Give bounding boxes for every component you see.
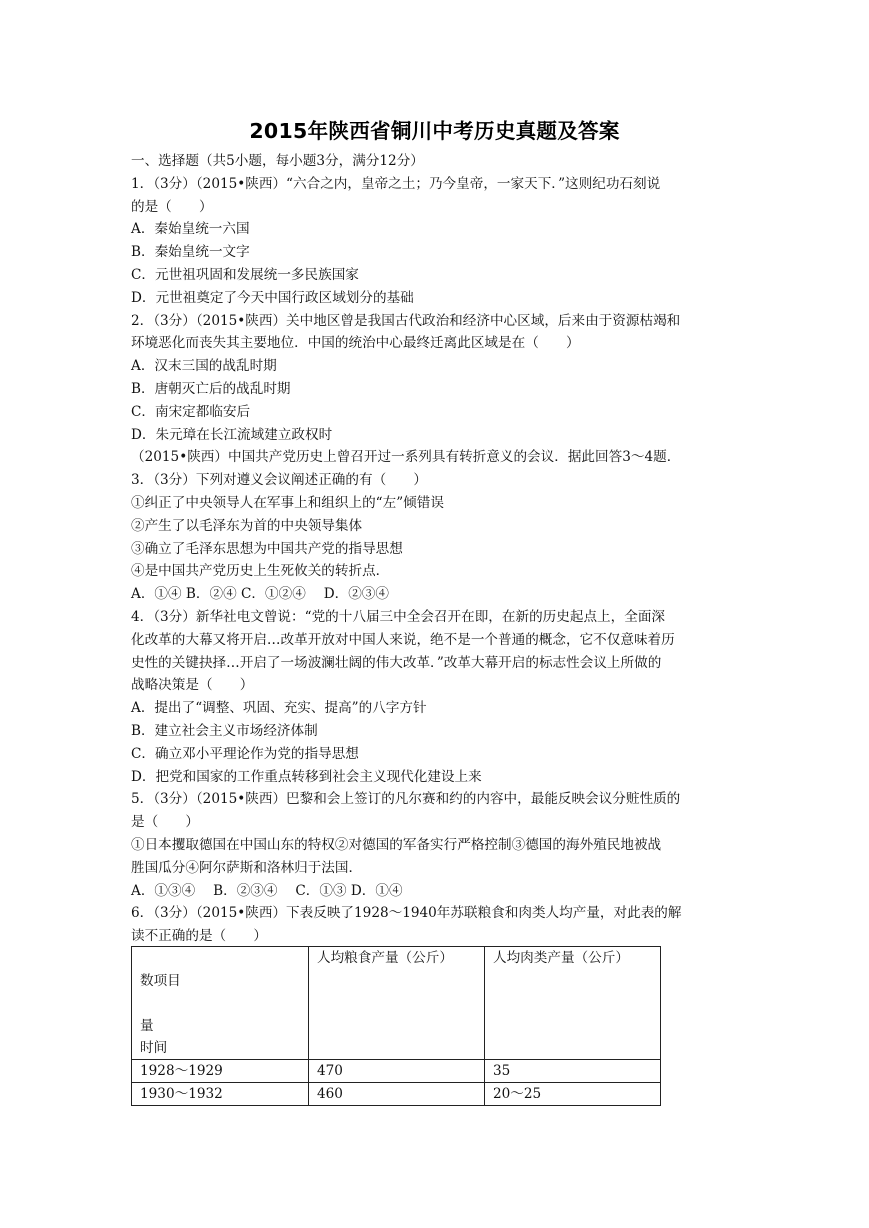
statement-line: 胜国瓜分④阿尔萨斯和洛林归于法国．	[131, 859, 363, 876]
diagonal-header-cell	[132, 947, 309, 1060]
header-label: 量	[140, 1018, 154, 1034]
statement-line: ①日本攫取德国在中国山东的特权②对德国的军备实行严格控制③德国的海外殖民地被战	[131, 836, 662, 853]
option-line: D．元世祖奠定了今天中国行政区域划分的基础	[131, 289, 414, 306]
option-line: D．朱元璋在长江流域建立政权时	[131, 426, 333, 443]
header-label: 时间	[140, 1040, 168, 1056]
option-line: C．南宋定都临安后	[131, 403, 251, 420]
column-header-meat	[485, 947, 661, 1060]
text-line: 6．（3分）（2015•陕西）下表反映了1928～1940年苏联粮食和肉类人均产量，对此表的解	[131, 905, 682, 922]
meat-cell: 20～25	[485, 1083, 661, 1106]
text-line: 1．（3分）（2015•陕西）“六合之内，皇帝之土；乃今皇帝，一家天下．”这则纪功石刻说	[131, 175, 661, 192]
option-line: C．确立邓小平理论作为党的指导思想	[131, 745, 359, 762]
option-line: C．元世祖巩固和发展统一多民族国家	[131, 266, 359, 283]
column-header-label: 人均肉类产量（公斤）	[493, 950, 629, 966]
text-line: 3．（3分）下列对遵义会议阐述正确的有（ ）	[131, 472, 427, 489]
option-line: A．提出了“调整、巩固、充实、提高”的八字方针	[131, 700, 427, 717]
text-line: 环境恶化而丧失其主要地位．中国的统治中心最终迁离此区域是在（ ）	[131, 335, 580, 352]
period-cell: 1930～1932	[132, 1083, 309, 1106]
statement-line: ③确立了毛泽东思想为中国共产党的指导思想	[131, 540, 403, 557]
option-line: B．秦始皇统一文字	[131, 244, 250, 261]
option-line: A．①④ B．②④ C．①②④ D．②③④	[131, 586, 389, 603]
header-label: 数项目	[140, 973, 181, 989]
option-line: D．把党和国家的工作重点转移到社会主义现代化建设上来	[131, 768, 482, 785]
meat-cell: 35	[485, 1060, 661, 1083]
column-header-grain	[309, 947, 485, 1060]
statement-line: ①纠正了中央领导人在军事上和组织上的“左”倾错误	[131, 494, 444, 511]
text-line: 5．（3分）（2015•陕西）巴黎和会上签订的凡尔赛和约的内容中，最能反映会议分赃性质的	[131, 791, 681, 808]
text-line: 史性的关键抉择…开启了一场波澜壮阔的伟大改革．”改革大幕开启的标志性会议上所做的	[131, 654, 662, 671]
option-line: A．汉末三国的战乱时期	[131, 358, 277, 375]
question-body	[131, 150, 743, 948]
option-line: A．秦始皇统一六国	[131, 221, 250, 238]
text-line: 化改革的大幕又将开启…改革开放对中国人来说，绝不是一个普通的概念，它不仅意味着历	[131, 631, 675, 648]
section-heading: 一、选择题（共5小题，每小题3分，满分12分）	[131, 153, 424, 169]
option-line: B．唐朝灭亡后的战乱时期	[131, 380, 291, 397]
page-title: 2015年陕西省铜川中考历史真题及答案	[249, 119, 620, 143]
option-line: B．建立社会主义市场经济体制	[131, 722, 318, 739]
statement-line: ④是中国共产党历史上生死攸关的转折点．	[131, 563, 390, 580]
text-line: 战略决策是（ ）	[131, 677, 254, 694]
column-header-label: 人均粮食产量（公斤）	[317, 950, 453, 966]
table-row	[132, 1060, 661, 1083]
statement-line: ②产生了以毛泽东为首的中央领导集体	[131, 517, 363, 534]
grain-cell: 470	[309, 1060, 485, 1083]
option-line: A．①③④ B．②③④ C．①③ D．①④	[131, 882, 403, 899]
production-table	[131, 946, 661, 1106]
text-line: 2．（3分）（2015•陕西）关中地区曾是我国古代政治和经济中心区域，后来由于资源枯竭和	[131, 312, 681, 329]
text-line: 是（ ）	[131, 814, 199, 831]
table-header-row	[132, 947, 661, 1060]
text-line: （2015•陕西）中国共产党历史上曾召开过一系列具有转折意义的会议．据此回答3～4题．	[131, 449, 681, 466]
text-line: 读不正确的是（ ）	[131, 928, 267, 945]
table-row	[132, 1083, 661, 1106]
period-cell: 1928～1929	[132, 1060, 309, 1083]
grain-cell: 460	[309, 1083, 485, 1106]
text-line: 4．（3分）新华社电文曾说：“党的十八届三中全会召开在即，在新的历史起点上，全面深	[131, 608, 666, 625]
text-line: 的是（ ）	[131, 198, 213, 215]
